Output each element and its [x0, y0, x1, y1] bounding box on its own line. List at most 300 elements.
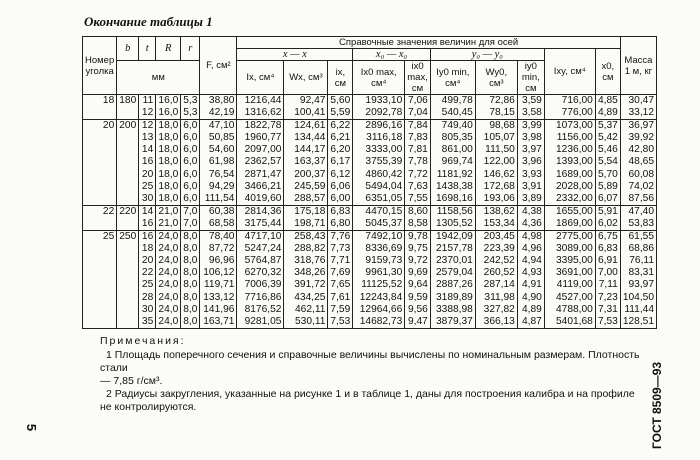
cell-value: 8,0 — [183, 243, 198, 255]
cell-value: 38,80 — [208, 95, 235, 106]
cell-value: 540,45 — [441, 107, 473, 119]
cell-value: 72,86 — [489, 95, 515, 106]
cell-value: 7,53 — [330, 315, 351, 327]
cell-value: 716,00 — [561, 95, 593, 106]
cell-value: 12243,84 — [359, 291, 403, 303]
profile-number: 22 — [83, 205, 117, 230]
cell-value: 1305,52 — [436, 217, 473, 229]
cell-value: 35 — [141, 315, 154, 327]
cell-value: 198,71 — [294, 217, 326, 229]
cell-value: 61,98 — [208, 156, 235, 168]
cell-wy0 — [475, 231, 517, 329]
cell-value: 6,91 — [598, 255, 618, 267]
header-x0: x0, см — [595, 49, 620, 95]
cell-value: 4527,00 — [556, 291, 593, 303]
cell-value: 104,50 — [622, 291, 654, 303]
cell-r — [181, 95, 200, 120]
cell-value: 53,83 — [628, 217, 654, 229]
cell-value: 6,07 — [598, 192, 618, 204]
cell-value: 87,56 — [628, 192, 654, 204]
cell-value: 4,89 — [598, 107, 618, 119]
cell-wy0 — [475, 120, 517, 206]
cell-value: 92,47 — [299, 95, 326, 106]
cell-value: 9961,30 — [365, 267, 403, 279]
cell-value: 5,54 — [598, 156, 618, 168]
cell-value: 7,84 — [408, 120, 428, 132]
cell-value: 25 — [141, 279, 154, 291]
cell-value: 20 — [141, 255, 154, 267]
cell-iy0 — [517, 231, 544, 329]
header-axis-x0: x₀ — x₀ — [353, 49, 431, 61]
cell-value: 776,00 — [561, 107, 593, 119]
header-F: F, см² — [200, 37, 237, 95]
cell-value: 2028,00 — [556, 180, 593, 192]
cell-value: 3,59 — [522, 95, 542, 106]
cell-value: 16,0 — [158, 95, 179, 106]
cell-value: 6,00 — [330, 192, 351, 204]
cell-value: 12964,66 — [359, 303, 403, 315]
cell-value: 16 — [141, 156, 154, 168]
cell-value: 3089,00 — [556, 243, 593, 255]
cell-value: 9,78 — [408, 231, 428, 243]
cell-iy0 — [517, 95, 544, 120]
cell-value: 153,34 — [483, 217, 515, 229]
cell-value: 163,71 — [203, 315, 235, 327]
cell-value: 7,59 — [330, 303, 351, 315]
cell-value: 2579,04 — [436, 267, 473, 279]
header-Wx: Wx, см³ — [284, 61, 328, 95]
cell-value: 5,91 — [598, 205, 618, 217]
cell-value: 3333,00 — [365, 144, 403, 156]
cell-value: 6,75 — [598, 231, 618, 243]
cell-value: 18,0 — [158, 120, 179, 132]
cell-value: 4,87 — [522, 315, 542, 327]
cell-value: 18,0 — [158, 192, 179, 204]
table-body — [83, 95, 657, 329]
cell-value: 4,89 — [522, 303, 542, 315]
cell-value: 8,0 — [183, 267, 198, 279]
cell-value: 78,15 — [489, 107, 515, 119]
cell-value: 6,12 — [330, 168, 351, 180]
cell-ix0 — [405, 95, 431, 120]
cell-value: 1216,44 — [244, 95, 282, 106]
cell-value: 4788,00 — [556, 303, 593, 315]
cell-ix — [328, 231, 353, 329]
cell-r — [156, 205, 181, 230]
cell-x0 — [595, 205, 620, 230]
cell-value: 861,00 — [441, 144, 473, 156]
cell-value: 9,75 — [408, 243, 428, 255]
cell-value: 74,02 — [628, 180, 654, 192]
cell-f — [200, 120, 237, 206]
cell-value: 13 — [141, 132, 154, 144]
cell-value: 2092,78 — [365, 107, 403, 119]
cell-value: 1073,00 — [556, 120, 593, 132]
table-row — [83, 95, 657, 120]
cell-value: 24,0 — [158, 231, 179, 243]
cell-wx — [284, 95, 328, 120]
cell-value: 18 — [141, 243, 154, 255]
cell-value: 9,59 — [408, 291, 428, 303]
cell-value: 969,74 — [441, 156, 473, 168]
header-mm: мм — [117, 61, 200, 95]
cell-value: 87,72 — [208, 243, 235, 255]
cell-value: 5,89 — [598, 180, 618, 192]
cell-value: 93,97 — [628, 279, 654, 291]
cell-value: 1156,00 — [556, 132, 593, 144]
cell-ix — [328, 120, 353, 206]
cell-value: 5,3 — [183, 95, 198, 106]
cell-value: 7006,39 — [244, 279, 282, 291]
cell-value: 16 — [141, 231, 154, 243]
cell-value: 30 — [141, 192, 154, 204]
header-mass: Масса 1 м, кг — [620, 37, 656, 95]
cell-value: 12 — [141, 120, 154, 132]
cell-wy0 — [475, 205, 517, 230]
cell-value: 327,82 — [483, 303, 515, 315]
cell-t — [139, 205, 156, 230]
cell-value: 1655,00 — [556, 205, 593, 217]
cell-value: 134,44 — [294, 132, 326, 144]
cell-value: 6,02 — [598, 217, 618, 229]
cell-value: 18,0 — [158, 168, 179, 180]
cell-ix0 — [405, 120, 431, 206]
cell-t — [139, 231, 156, 329]
cell-value: 24,0 — [158, 303, 179, 315]
cell-value: 2775,00 — [556, 231, 593, 243]
cell-value: 203,45 — [483, 231, 515, 243]
cell-value: 6,20 — [330, 144, 351, 156]
cell-value: 21,0 — [158, 205, 179, 217]
cell-value: 8,60 — [408, 205, 428, 217]
cell-value: 1236,00 — [556, 144, 593, 156]
cell-value: 106,12 — [203, 267, 235, 279]
cell-value: 175,18 — [294, 205, 326, 217]
cell-ix — [237, 231, 284, 329]
cell-ixy — [544, 120, 595, 206]
cell-value: 6,80 — [330, 217, 351, 229]
cell-value: 311,98 — [484, 291, 515, 303]
header-Ixy: Ixy, см⁴ — [544, 49, 595, 95]
cell-x0 — [595, 231, 620, 329]
notes — [100, 335, 640, 414]
cell-value: 146,62 — [483, 168, 515, 180]
cell-value: 3189,89 — [436, 291, 473, 303]
cell-value: 24,0 — [158, 255, 179, 267]
cell-value: 2896,16 — [365, 120, 403, 132]
cell-value: 3466,21 — [244, 180, 282, 192]
cell-ix0 — [405, 231, 431, 329]
cell-value: 4,96 — [522, 243, 542, 255]
cell-value: 5,37 — [598, 120, 618, 132]
cell-value: 3691,00 — [556, 267, 593, 279]
cell-value: 288,57 — [294, 192, 326, 204]
cell-value: 25 — [141, 180, 154, 192]
cell-f — [200, 231, 237, 329]
cell-value: 9,56 — [408, 303, 428, 315]
header-Wy0: Wy0, см³ — [475, 61, 517, 95]
cell-value: 138,62 — [483, 205, 515, 217]
cell-value: 1960,77 — [244, 132, 282, 144]
cell-value: 2370,01 — [436, 255, 473, 267]
cell-value: 7,65 — [330, 279, 351, 291]
header-t: t — [139, 37, 156, 61]
cell-value: 6,06 — [330, 180, 351, 192]
cell-value: 6,83 — [598, 243, 618, 255]
cell-value: 11125,52 — [361, 279, 403, 291]
cell-value: 3,89 — [522, 192, 542, 204]
cell-value: 7,71 — [330, 255, 351, 267]
flange-width: 180 — [117, 95, 139, 120]
cell-value: 318,76 — [294, 255, 326, 267]
cell-value: 18,0 — [158, 132, 179, 144]
cell-value: 3879,37 — [436, 315, 473, 327]
cell-value: 6,0 — [183, 192, 198, 204]
cell-value: 5,60 — [330, 95, 351, 106]
cell-value: 1933,10 — [365, 95, 403, 106]
cell-f — [200, 95, 237, 120]
cell-mass — [620, 231, 656, 329]
cell-value: 42,19 — [208, 107, 235, 119]
cell-value: 68,86 — [628, 243, 654, 255]
cell-value: 76,54 — [208, 168, 235, 180]
cell-value: 76,11 — [629, 255, 654, 267]
cell-value: 9281,05 — [244, 315, 282, 327]
cell-value: 223,39 — [483, 243, 515, 255]
cell-value: 3755,39 — [365, 156, 403, 168]
cell-wx — [284, 231, 328, 329]
cell-value: 24,0 — [158, 315, 179, 327]
notes-heading: Примечания: — [100, 335, 186, 347]
cell-value: 119,71 — [204, 279, 235, 291]
cell-value: 18,0 — [158, 156, 179, 168]
cell-value: 47,40 — [628, 205, 654, 217]
cell-value: 111,50 — [485, 144, 515, 156]
cell-ix0 — [353, 120, 405, 206]
cell-value: 366,13 — [483, 315, 515, 327]
cell-value: 4,93 — [522, 267, 542, 279]
cell-iy0 — [517, 205, 544, 230]
cell-value: 7716,86 — [244, 291, 282, 303]
cell-value: 1689,00 — [556, 168, 593, 180]
cell-value: 6351,05 — [365, 192, 403, 204]
header-nomer: Номер уголка — [83, 37, 117, 95]
cell-value: 6,0 — [183, 120, 198, 132]
cell-value: 47,10 — [208, 120, 235, 132]
page-number: 5 — [24, 423, 40, 432]
cell-ixy — [544, 95, 595, 120]
cell-value: 128,51 — [622, 315, 654, 327]
cell-value: 7,63 — [408, 180, 428, 192]
cell-value: 24,0 — [158, 291, 179, 303]
cell-value: 2887,26 — [436, 279, 473, 291]
cell-value: 4,91 — [522, 279, 542, 291]
note-1-cont: — 7,85 г/см³. — [100, 375, 163, 387]
profile-number: 25 — [83, 231, 117, 329]
cell-ix — [237, 95, 284, 120]
cell-t — [139, 95, 156, 120]
cell-value: 5,46 — [598, 144, 618, 156]
cell-wx — [284, 205, 328, 230]
cell-value: 6,17 — [330, 156, 351, 168]
cell-value: 98,68 — [489, 120, 515, 132]
cell-r — [181, 205, 200, 230]
cell-ix0 — [353, 95, 405, 120]
cell-value: 30,47 — [628, 95, 654, 106]
cell-value: 48,65 — [628, 156, 654, 168]
cell-value: 7,23 — [598, 291, 618, 303]
cell-value: 8336,69 — [365, 243, 403, 255]
cell-ix0 — [353, 205, 405, 230]
cell-value: 1869,00 — [556, 217, 593, 229]
cell-value: 60,38 — [208, 205, 235, 217]
cell-value: 7,61 — [330, 291, 351, 303]
header-r: r — [181, 37, 200, 61]
cell-value: 5045,37 — [365, 217, 403, 229]
cell-value: 6,0 — [183, 180, 198, 192]
cell-x0 — [595, 95, 620, 120]
cell-value: 4,90 — [522, 291, 542, 303]
cell-value: 133,12 — [203, 291, 235, 303]
cell-value: 60,08 — [628, 168, 654, 180]
profile-number: 20 — [83, 120, 117, 206]
cell-value: 2097,00 — [244, 144, 282, 156]
cell-value: 6,21 — [330, 132, 351, 144]
cell-value: 163,37 — [294, 156, 326, 168]
cell-value: 7,00 — [598, 267, 618, 279]
note-2: 2 Радиусы закругления, указанные на рисунке 1 и в таблице 1, даны для построения калибра и на профиле не контролируются. — [100, 388, 635, 413]
cell-value: 8,0 — [183, 315, 198, 327]
cell-value: 4,98 — [522, 231, 542, 243]
cell-value: 7,78 — [408, 156, 428, 168]
cell-value: 24,0 — [158, 267, 179, 279]
cell-value: 4019,60 — [244, 192, 282, 204]
cell-ixy — [544, 205, 595, 230]
header-R: R — [156, 37, 181, 61]
cell-r — [156, 95, 181, 120]
cell-value: 78,40 — [208, 231, 235, 243]
cell-value: 42,80 — [628, 144, 654, 156]
cell-value: 7,53 — [598, 315, 618, 327]
header-Iy0: Iy0 min, см⁴ — [430, 61, 475, 95]
cell-value: 3,96 — [522, 156, 542, 168]
cell-value: 5494,04 — [365, 180, 403, 192]
cell-r — [181, 231, 200, 329]
cell-value: 242,52 — [483, 255, 515, 267]
cell-value: 122,00 — [483, 156, 515, 168]
header-axis-x: x — x — [237, 49, 353, 61]
cell-value: 100,41 — [294, 107, 326, 119]
cell-value: 530,11 — [295, 315, 326, 327]
cell-value: 4,36 — [522, 217, 542, 229]
cell-value: 6,0 — [183, 156, 198, 168]
note-1: 1 Площадь поперечного сечения и справочные величины вычислены по номинальным размерам. Плотность стали — [100, 349, 640, 374]
cell-value: 16 — [141, 217, 154, 229]
cell-ix — [328, 95, 353, 120]
cell-value: 141,96 — [203, 303, 235, 315]
cell-value: 3,93 — [522, 168, 542, 180]
cell-value: 245,59 — [294, 180, 326, 192]
header-ix: ix, см — [328, 61, 353, 95]
cell-value: 7,83 — [408, 132, 428, 144]
cell-value: 3388,98 — [436, 303, 473, 315]
cell-value: 36,97 — [628, 120, 654, 132]
cell-value: 54,60 — [208, 144, 235, 156]
cell-value: 1393,00 — [556, 156, 593, 168]
cell-value: 28 — [141, 291, 154, 303]
cell-value: 1438,38 — [436, 180, 473, 192]
cell-f — [200, 205, 237, 230]
cell-value: 2157,78 — [436, 243, 473, 255]
cell-value: 3,97 — [522, 144, 542, 156]
cell-value: 22 — [141, 267, 154, 279]
cell-value: 6,22 — [330, 120, 351, 132]
cell-value: 83,31 — [628, 267, 654, 279]
cell-value: 7,06 — [408, 95, 428, 106]
table-caption: Окончание таблицы 1 — [84, 14, 213, 29]
cell-value: 260,52 — [483, 267, 515, 279]
gost-designation: ГОСТ 8509—93 — [650, 361, 664, 449]
cell-value: 5,70 — [598, 168, 618, 180]
cell-value: 5,42 — [598, 132, 618, 144]
cell-value: 7492,10 — [365, 231, 403, 243]
cell-value: 5401,68 — [556, 315, 593, 327]
cell-ix — [328, 205, 353, 230]
cell-value: 462,11 — [295, 303, 326, 315]
cell-value: 4,94 — [522, 255, 542, 267]
cell-value: 20 — [141, 168, 154, 180]
cell-value: 8,0 — [183, 255, 198, 267]
cell-value: 3395,00 — [556, 255, 593, 267]
cell-value: 50,85 — [208, 132, 235, 144]
cell-value: 6,83 — [330, 205, 351, 217]
cell-value: 7,55 — [408, 192, 428, 204]
cell-value: 4119,00 — [556, 279, 593, 291]
cell-ix0 — [405, 205, 431, 230]
header-spravochnye: Справочные значения величин для осей — [237, 37, 620, 49]
cell-value: 9,72 — [408, 255, 428, 267]
cell-value: 12 — [141, 107, 154, 119]
cell-value: 7,0 — [183, 205, 198, 217]
cell-value: 8,0 — [183, 303, 198, 315]
cell-value: 124,61 — [294, 120, 326, 132]
flange-width: 200 — [117, 120, 139, 206]
cell-value: 16,0 — [158, 107, 179, 119]
cell-value: 749,40 — [441, 120, 473, 132]
cell-t — [139, 120, 156, 206]
cell-value: 7,04 — [408, 107, 428, 119]
cell-value: 24,0 — [158, 243, 179, 255]
cell-mass — [620, 205, 656, 230]
cell-value: 14 — [141, 144, 154, 156]
cell-value: 2814,36 — [244, 205, 282, 217]
cell-mass — [620, 95, 656, 120]
cell-value: 5764,87 — [244, 255, 282, 267]
cell-value: 9,69 — [408, 267, 428, 279]
cell-value: 8,0 — [183, 231, 198, 243]
cell-value: 5,59 — [330, 107, 351, 119]
cell-value: 4,38 — [522, 205, 542, 217]
header-Ix0: Ix0 max, см⁴ — [353, 61, 405, 95]
cell-wx — [284, 120, 328, 206]
cell-r — [181, 120, 200, 206]
cell-value: 7,81 — [408, 144, 428, 156]
cell-value: 3,58 — [522, 107, 542, 119]
cell-value: 1698,16 — [436, 192, 473, 204]
cell-value: 3175,44 — [244, 217, 282, 229]
cell-ixy — [544, 231, 595, 329]
cell-iy0 — [517, 120, 544, 206]
